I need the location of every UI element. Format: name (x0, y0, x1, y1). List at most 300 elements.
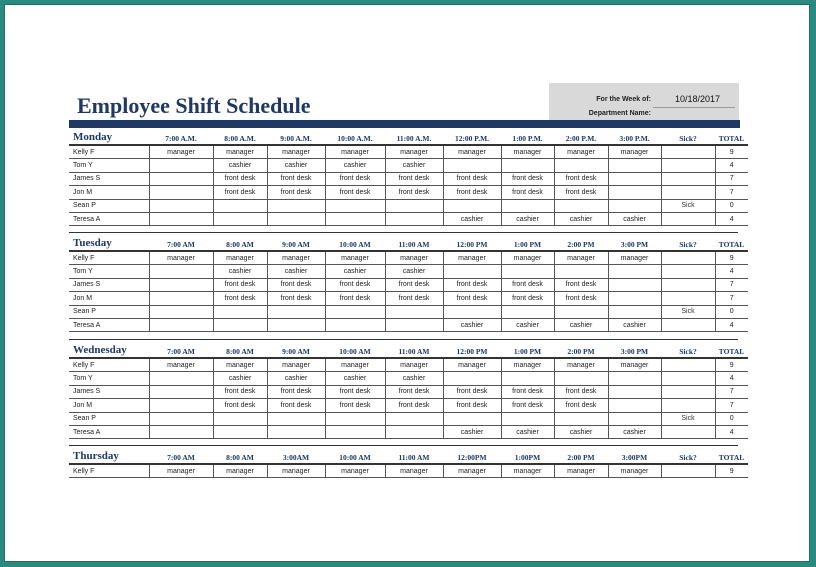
sick-cell[interactable] (661, 278, 715, 291)
shift-cell[interactable]: manager (608, 251, 661, 265)
total-cell[interactable]: 7 (715, 278, 748, 291)
total-cell[interactable]: 4 (715, 372, 748, 385)
shift-cell[interactable] (608, 372, 661, 385)
table-row (69, 292, 748, 305)
shift-cell[interactable] (554, 159, 608, 172)
shift-cell[interactable]: front desk (213, 278, 267, 291)
shift-cell[interactable]: cashier (608, 212, 661, 225)
shift-cell[interactable]: manager (608, 358, 661, 372)
column-header: 11:00 AM (385, 236, 443, 251)
week-info-box (549, 83, 739, 120)
shift-cell[interactable]: manager (443, 145, 501, 159)
shift-cell[interactable]: front desk (213, 172, 267, 185)
column-header: 3:00 PM (608, 236, 661, 251)
shift-cell[interactable] (501, 305, 554, 318)
shift-cell[interactable] (443, 305, 501, 318)
column-header: 7:00 AM (149, 449, 213, 464)
shift-cell[interactable]: cashier (443, 318, 501, 331)
shift-cell[interactable]: front desk (501, 292, 554, 305)
shift-cell[interactable]: front desk (554, 399, 608, 412)
sick-cell[interactable]: Sick (661, 199, 715, 212)
column-header: 7:00 AM (149, 343, 213, 358)
week-divider (653, 107, 735, 108)
sick-cell[interactable] (661, 212, 715, 225)
column-header: 7:00 A.M. (149, 130, 213, 145)
shift-cell[interactable]: cashier (213, 265, 267, 278)
employee-name[interactable]: Teresa A (69, 425, 149, 438)
shift-cell[interactable]: front desk (443, 278, 501, 291)
shift-cell[interactable] (608, 412, 661, 425)
shift-cell[interactable]: front desk (213, 385, 267, 398)
total-cell[interactable]: 7 (715, 385, 748, 398)
employee-name[interactable]: Tom Y (69, 159, 149, 172)
employee-name[interactable]: James S (69, 278, 149, 291)
shift-cell[interactable] (501, 412, 554, 425)
shift-cell[interactable]: front desk (325, 292, 385, 305)
shift-cell[interactable]: manager (501, 358, 554, 372)
column-header: Sick? (661, 449, 715, 464)
shift-cell[interactable] (385, 305, 443, 318)
shift-cell[interactable]: manager (385, 145, 443, 159)
table-row (69, 186, 748, 199)
column-header: 10:00 A.M. (325, 130, 385, 145)
column-header: 1:00 P.M. (501, 130, 554, 145)
total-cell[interactable]: 0 (715, 412, 748, 425)
shift-cell[interactable]: manager (443, 358, 501, 372)
shift-cell[interactable]: front desk (267, 172, 325, 185)
shift-cell[interactable]: front desk (385, 399, 443, 412)
table-row (69, 145, 748, 159)
shift-cell[interactable]: front desk (267, 186, 325, 199)
shift-cell[interactable]: cashier (501, 318, 554, 331)
table-row (69, 251, 748, 265)
shift-cell[interactable] (267, 425, 325, 438)
total-cell[interactable]: 7 (715, 292, 748, 305)
sick-cell[interactable] (661, 358, 715, 372)
column-header: 12:00 PM (443, 343, 501, 358)
column-header: 2:00 PM (554, 343, 608, 358)
shift-cell[interactable]: manager (325, 464, 385, 478)
shift-cell[interactable] (443, 412, 501, 425)
shift-cell[interactable] (213, 212, 267, 225)
section-divider (69, 339, 738, 340)
day-header-row (69, 449, 748, 464)
shift-cell[interactable]: front desk (501, 399, 554, 412)
total-cell[interactable]: 4 (715, 159, 748, 172)
sick-cell[interactable]: Sick (661, 305, 715, 318)
shift-cell[interactable]: manager (501, 464, 554, 478)
shift-cell[interactable] (213, 425, 267, 438)
day-name: Wednesday (69, 343, 149, 358)
shift-cell[interactable]: front desk (554, 186, 608, 199)
shift-cell[interactable] (385, 199, 443, 212)
total-cell[interactable]: 9 (715, 251, 748, 265)
column-header: Sick? (661, 236, 715, 251)
total-cell[interactable]: 7 (715, 399, 748, 412)
day-table-tuesday (69, 236, 748, 332)
shift-cell[interactable] (213, 412, 267, 425)
column-header: TOTAL (715, 130, 748, 145)
table-row (69, 385, 748, 398)
column-header: 1:00 PM (501, 343, 554, 358)
shift-cell[interactable]: cashier (267, 159, 325, 172)
shift-cell[interactable]: front desk (501, 172, 554, 185)
sick-cell[interactable]: Sick (661, 412, 715, 425)
document-page (4, 4, 810, 562)
column-header: 10:00 AM (325, 449, 385, 464)
employee-name[interactable]: Jon M (69, 292, 149, 305)
shift-cell[interactable] (149, 265, 213, 278)
sick-cell[interactable] (661, 159, 715, 172)
shift-cell[interactable] (149, 399, 213, 412)
shift-cell[interactable] (267, 318, 325, 331)
sick-cell[interactable] (661, 251, 715, 265)
total-cell[interactable]: 7 (715, 172, 748, 185)
sick-cell[interactable] (661, 292, 715, 305)
shift-cell[interactable]: front desk (443, 186, 501, 199)
table-row (69, 265, 748, 278)
shift-cell[interactable] (385, 318, 443, 331)
shift-cell[interactable]: front desk (443, 292, 501, 305)
shift-cell[interactable]: cashier (385, 265, 443, 278)
shift-cell[interactable]: cashier (267, 372, 325, 385)
shift-cell[interactable]: front desk (267, 292, 325, 305)
day-table-thursday (69, 449, 748, 478)
week-of-label: For the Week of: (596, 96, 651, 103)
shift-cell[interactable]: manager (554, 358, 608, 372)
shift-cell[interactable]: cashier (213, 159, 267, 172)
shift-cell[interactable]: cashier (325, 372, 385, 385)
sick-cell[interactable] (661, 172, 715, 185)
section-divider (69, 232, 738, 233)
week-date[interactable]: 10/18/2017 (675, 94, 721, 104)
shift-cell[interactable]: manager (501, 145, 554, 159)
shift-cell[interactable] (149, 186, 213, 199)
shift-cell[interactable] (325, 412, 385, 425)
table-row (69, 399, 748, 412)
shift-cell[interactable] (149, 425, 213, 438)
shift-cell[interactable]: front desk (443, 385, 501, 398)
shift-cell[interactable]: cashier (554, 212, 608, 225)
table-row (69, 278, 748, 291)
sick-cell[interactable] (661, 186, 715, 199)
day-header-row (69, 236, 748, 251)
shift-cell[interactable]: manager (385, 251, 443, 265)
shift-cell[interactable]: front desk (213, 292, 267, 305)
employee-name[interactable]: Tom Y (69, 265, 149, 278)
table-row (69, 318, 748, 331)
shift-cell[interactable]: front desk (213, 186, 267, 199)
shift-cell[interactable]: manager (213, 145, 267, 159)
shift-cell[interactable]: front desk (501, 385, 554, 398)
shift-cell[interactable]: cashier (554, 318, 608, 331)
shift-cell[interactable]: manager (213, 358, 267, 372)
shift-cell[interactable] (501, 372, 554, 385)
shift-cell[interactable] (149, 412, 213, 425)
shift-cell[interactable]: front desk (325, 278, 385, 291)
shift-cell[interactable] (443, 199, 501, 212)
shift-cell[interactable]: front desk (267, 399, 325, 412)
day-name: Monday (69, 130, 149, 145)
shift-cell[interactable]: manager (325, 145, 385, 159)
sick-cell[interactable] (661, 399, 715, 412)
shift-cell[interactable] (385, 425, 443, 438)
shift-cell[interactable] (213, 305, 267, 318)
shift-cell[interactable] (325, 425, 385, 438)
shift-cell[interactable]: cashier (501, 212, 554, 225)
shift-cell[interactable]: manager (385, 358, 443, 372)
shift-cell[interactable] (608, 278, 661, 291)
column-header: 3:00 P.M. (608, 130, 661, 145)
shift-cell[interactable]: front desk (267, 278, 325, 291)
shift-cell[interactable]: manager (149, 251, 213, 265)
shift-cell[interactable] (608, 186, 661, 199)
shift-cell[interactable] (325, 212, 385, 225)
shift-cell[interactable]: cashier (501, 425, 554, 438)
shift-cell[interactable] (149, 199, 213, 212)
column-header: 9:00 AM (267, 343, 325, 358)
shift-cell[interactable] (149, 305, 213, 318)
shift-cell[interactable] (608, 385, 661, 398)
total-cell[interactable]: 0 (715, 199, 748, 212)
shift-cell[interactable]: front desk (267, 385, 325, 398)
shift-cell[interactable]: cashier (608, 425, 661, 438)
sick-cell[interactable] (661, 385, 715, 398)
shift-cell[interactable]: manager (443, 251, 501, 265)
shift-cell[interactable]: front desk (213, 399, 267, 412)
total-cell[interactable]: 9 (715, 145, 748, 159)
column-header: 8:00 AM (213, 236, 267, 251)
shift-cell[interactable] (385, 212, 443, 225)
employee-name[interactable]: Teresa A (69, 318, 149, 331)
shift-cell[interactable] (608, 399, 661, 412)
total-cell[interactable]: 4 (715, 425, 748, 438)
table-row (69, 425, 748, 438)
column-header: 12:00 P.M. (443, 130, 501, 145)
column-header: 11:00 A.M. (385, 130, 443, 145)
employee-name[interactable]: Sean P (69, 305, 149, 318)
sick-cell[interactable] (661, 464, 715, 478)
shift-cell[interactable]: front desk (385, 385, 443, 398)
shift-cell[interactable]: cashier (325, 159, 385, 172)
sick-cell[interactable] (661, 425, 715, 438)
employee-name[interactable]: Kelly F (69, 358, 149, 372)
table-row (69, 358, 748, 372)
shift-cell[interactable] (554, 265, 608, 278)
shift-cell[interactable]: manager (213, 251, 267, 265)
employee-name[interactable]: Sean P (69, 199, 149, 212)
shift-cell[interactable] (149, 172, 213, 185)
shift-cell[interactable] (554, 412, 608, 425)
day-header-row (69, 130, 748, 145)
shift-cell[interactable]: front desk (325, 172, 385, 185)
shift-cell[interactable] (149, 212, 213, 225)
shift-cell[interactable]: cashier (385, 159, 443, 172)
shift-cell[interactable]: manager (267, 145, 325, 159)
shift-cell[interactable]: manager (149, 358, 213, 372)
shift-cell[interactable]: front desk (325, 385, 385, 398)
shift-cell[interactable]: manager (267, 251, 325, 265)
column-header: 12:00PM (443, 449, 501, 464)
department-label: Department Name: (588, 110, 651, 117)
shift-cell[interactable] (501, 159, 554, 172)
employee-name[interactable]: Teresa A (69, 212, 149, 225)
shift-cell[interactable]: cashier (608, 318, 661, 331)
employee-name[interactable]: Kelly F (69, 145, 149, 159)
column-header: 8:00 A.M. (213, 130, 267, 145)
shift-cell[interactable] (608, 265, 661, 278)
shift-cell[interactable] (213, 318, 267, 331)
column-header: TOTAL (715, 343, 748, 358)
table-row (69, 372, 748, 385)
shift-cell[interactable] (608, 199, 661, 212)
shift-cell[interactable] (443, 265, 501, 278)
shift-cell[interactable] (554, 199, 608, 212)
shift-cell[interactable] (608, 172, 661, 185)
employee-name[interactable]: Kelly F (69, 251, 149, 265)
shift-cell[interactable]: manager (554, 145, 608, 159)
column-header: Sick? (661, 130, 715, 145)
sick-cell[interactable] (661, 318, 715, 331)
employee-name[interactable]: Jon M (69, 399, 149, 412)
shift-cell[interactable]: front desk (385, 278, 443, 291)
shift-cell[interactable] (501, 199, 554, 212)
shift-cell[interactable]: manager (325, 358, 385, 372)
shift-cell[interactable] (325, 318, 385, 331)
shift-cell[interactable]: manager (267, 464, 325, 478)
shift-cell[interactable] (325, 199, 385, 212)
shift-cell[interactable] (149, 372, 213, 385)
column-header: TOTAL (715, 236, 748, 251)
sick-cell[interactable] (661, 265, 715, 278)
shift-cell[interactable]: cashier (213, 372, 267, 385)
shift-cell[interactable]: front desk (501, 186, 554, 199)
total-cell[interactable]: 7 (715, 186, 748, 199)
day-header-row (69, 343, 748, 358)
table-row (69, 172, 748, 185)
shift-cell[interactable] (443, 372, 501, 385)
header-bar (69, 120, 740, 128)
shift-cell[interactable] (501, 265, 554, 278)
shift-cell[interactable]: front desk (385, 172, 443, 185)
shift-cell[interactable]: cashier (443, 212, 501, 225)
total-cell[interactable]: 4 (715, 212, 748, 225)
table-row (69, 159, 748, 172)
total-cell[interactable]: 9 (715, 464, 748, 478)
table-row (69, 305, 748, 318)
shift-cell[interactable]: front desk (554, 292, 608, 305)
shift-cell[interactable]: cashier (554, 425, 608, 438)
shift-cell[interactable] (149, 278, 213, 291)
column-header: 3:00AM (267, 449, 325, 464)
day-name: Tuesday (69, 236, 149, 251)
shift-cell[interactable]: front desk (501, 278, 554, 291)
shift-cell[interactable]: manager (554, 251, 608, 265)
column-header: Sick? (661, 343, 715, 358)
employee-name[interactable]: James S (69, 385, 149, 398)
shift-cell[interactable]: manager (554, 464, 608, 478)
shift-cell[interactable]: manager (608, 464, 661, 478)
total-cell[interactable]: 4 (715, 318, 748, 331)
shift-cell[interactable]: manager (149, 464, 213, 478)
shift-cell[interactable] (325, 305, 385, 318)
shift-cell[interactable]: front desk (443, 399, 501, 412)
column-header: 7:00 AM (149, 236, 213, 251)
column-header: 11:00 AM (385, 449, 443, 464)
day-table-monday (69, 130, 748, 226)
shift-cell[interactable]: manager (267, 358, 325, 372)
shift-cell[interactable] (554, 372, 608, 385)
shift-cell[interactable]: cashier (443, 425, 501, 438)
employee-name[interactable]: Jon M (69, 186, 149, 199)
shift-cell[interactable] (608, 159, 661, 172)
column-header: 2:00 PM (554, 449, 608, 464)
shift-cell[interactable] (149, 318, 213, 331)
shift-cell[interactable]: front desk (325, 399, 385, 412)
shift-cell[interactable]: manager (325, 251, 385, 265)
shift-cell[interactable] (608, 292, 661, 305)
total-cell[interactable]: 4 (715, 265, 748, 278)
employee-name[interactable]: Tom Y (69, 372, 149, 385)
day-name: Thursday (69, 449, 149, 464)
shift-cell[interactable]: manager (149, 145, 213, 159)
shift-cell[interactable]: front desk (385, 292, 443, 305)
column-header: 2:00 PM (554, 236, 608, 251)
shift-cell[interactable] (213, 199, 267, 212)
sick-cell[interactable] (661, 145, 715, 159)
employee-name[interactable]: Kelly F (69, 464, 149, 478)
shift-cell[interactable] (267, 305, 325, 318)
shift-cell[interactable] (149, 159, 213, 172)
shift-cell[interactable] (554, 305, 608, 318)
shift-cell[interactable]: front desk (554, 278, 608, 291)
shift-cell[interactable] (149, 385, 213, 398)
shift-cell[interactable]: cashier (385, 372, 443, 385)
table-row (69, 212, 748, 225)
column-header: 1:00 PM (501, 236, 554, 251)
shift-cell[interactable]: manager (501, 251, 554, 265)
shift-cell[interactable] (267, 212, 325, 225)
column-header: 3:00 PM (608, 343, 661, 358)
shift-cell[interactable] (608, 305, 661, 318)
shift-cell[interactable]: front desk (554, 385, 608, 398)
shift-cell[interactable]: front desk (443, 172, 501, 185)
shift-cell[interactable]: front desk (554, 172, 608, 185)
column-header: 8:00 AM (213, 449, 267, 464)
shift-cell[interactable]: front desk (385, 186, 443, 199)
shift-cell[interactable] (443, 159, 501, 172)
shift-cell[interactable]: cashier (325, 265, 385, 278)
column-header: TOTAL (715, 449, 748, 464)
total-cell[interactable]: 9 (715, 358, 748, 372)
shift-cell[interactable]: manager (213, 464, 267, 478)
shift-cell[interactable]: manager (443, 464, 501, 478)
shift-cell[interactable]: manager (608, 145, 661, 159)
shift-cell[interactable] (267, 199, 325, 212)
shift-cell[interactable] (385, 412, 443, 425)
employee-name[interactable]: Sean P (69, 412, 149, 425)
employee-name[interactable]: James S (69, 172, 149, 185)
sick-cell[interactable] (661, 372, 715, 385)
shift-cell[interactable]: front desk (325, 186, 385, 199)
table-row (69, 464, 748, 478)
shift-cell[interactable]: manager (385, 464, 443, 478)
shift-cell[interactable] (267, 412, 325, 425)
shift-cell[interactable]: cashier (267, 265, 325, 278)
section-divider (69, 445, 738, 446)
shift-cell[interactable] (149, 292, 213, 305)
total-cell[interactable]: 0 (715, 305, 748, 318)
